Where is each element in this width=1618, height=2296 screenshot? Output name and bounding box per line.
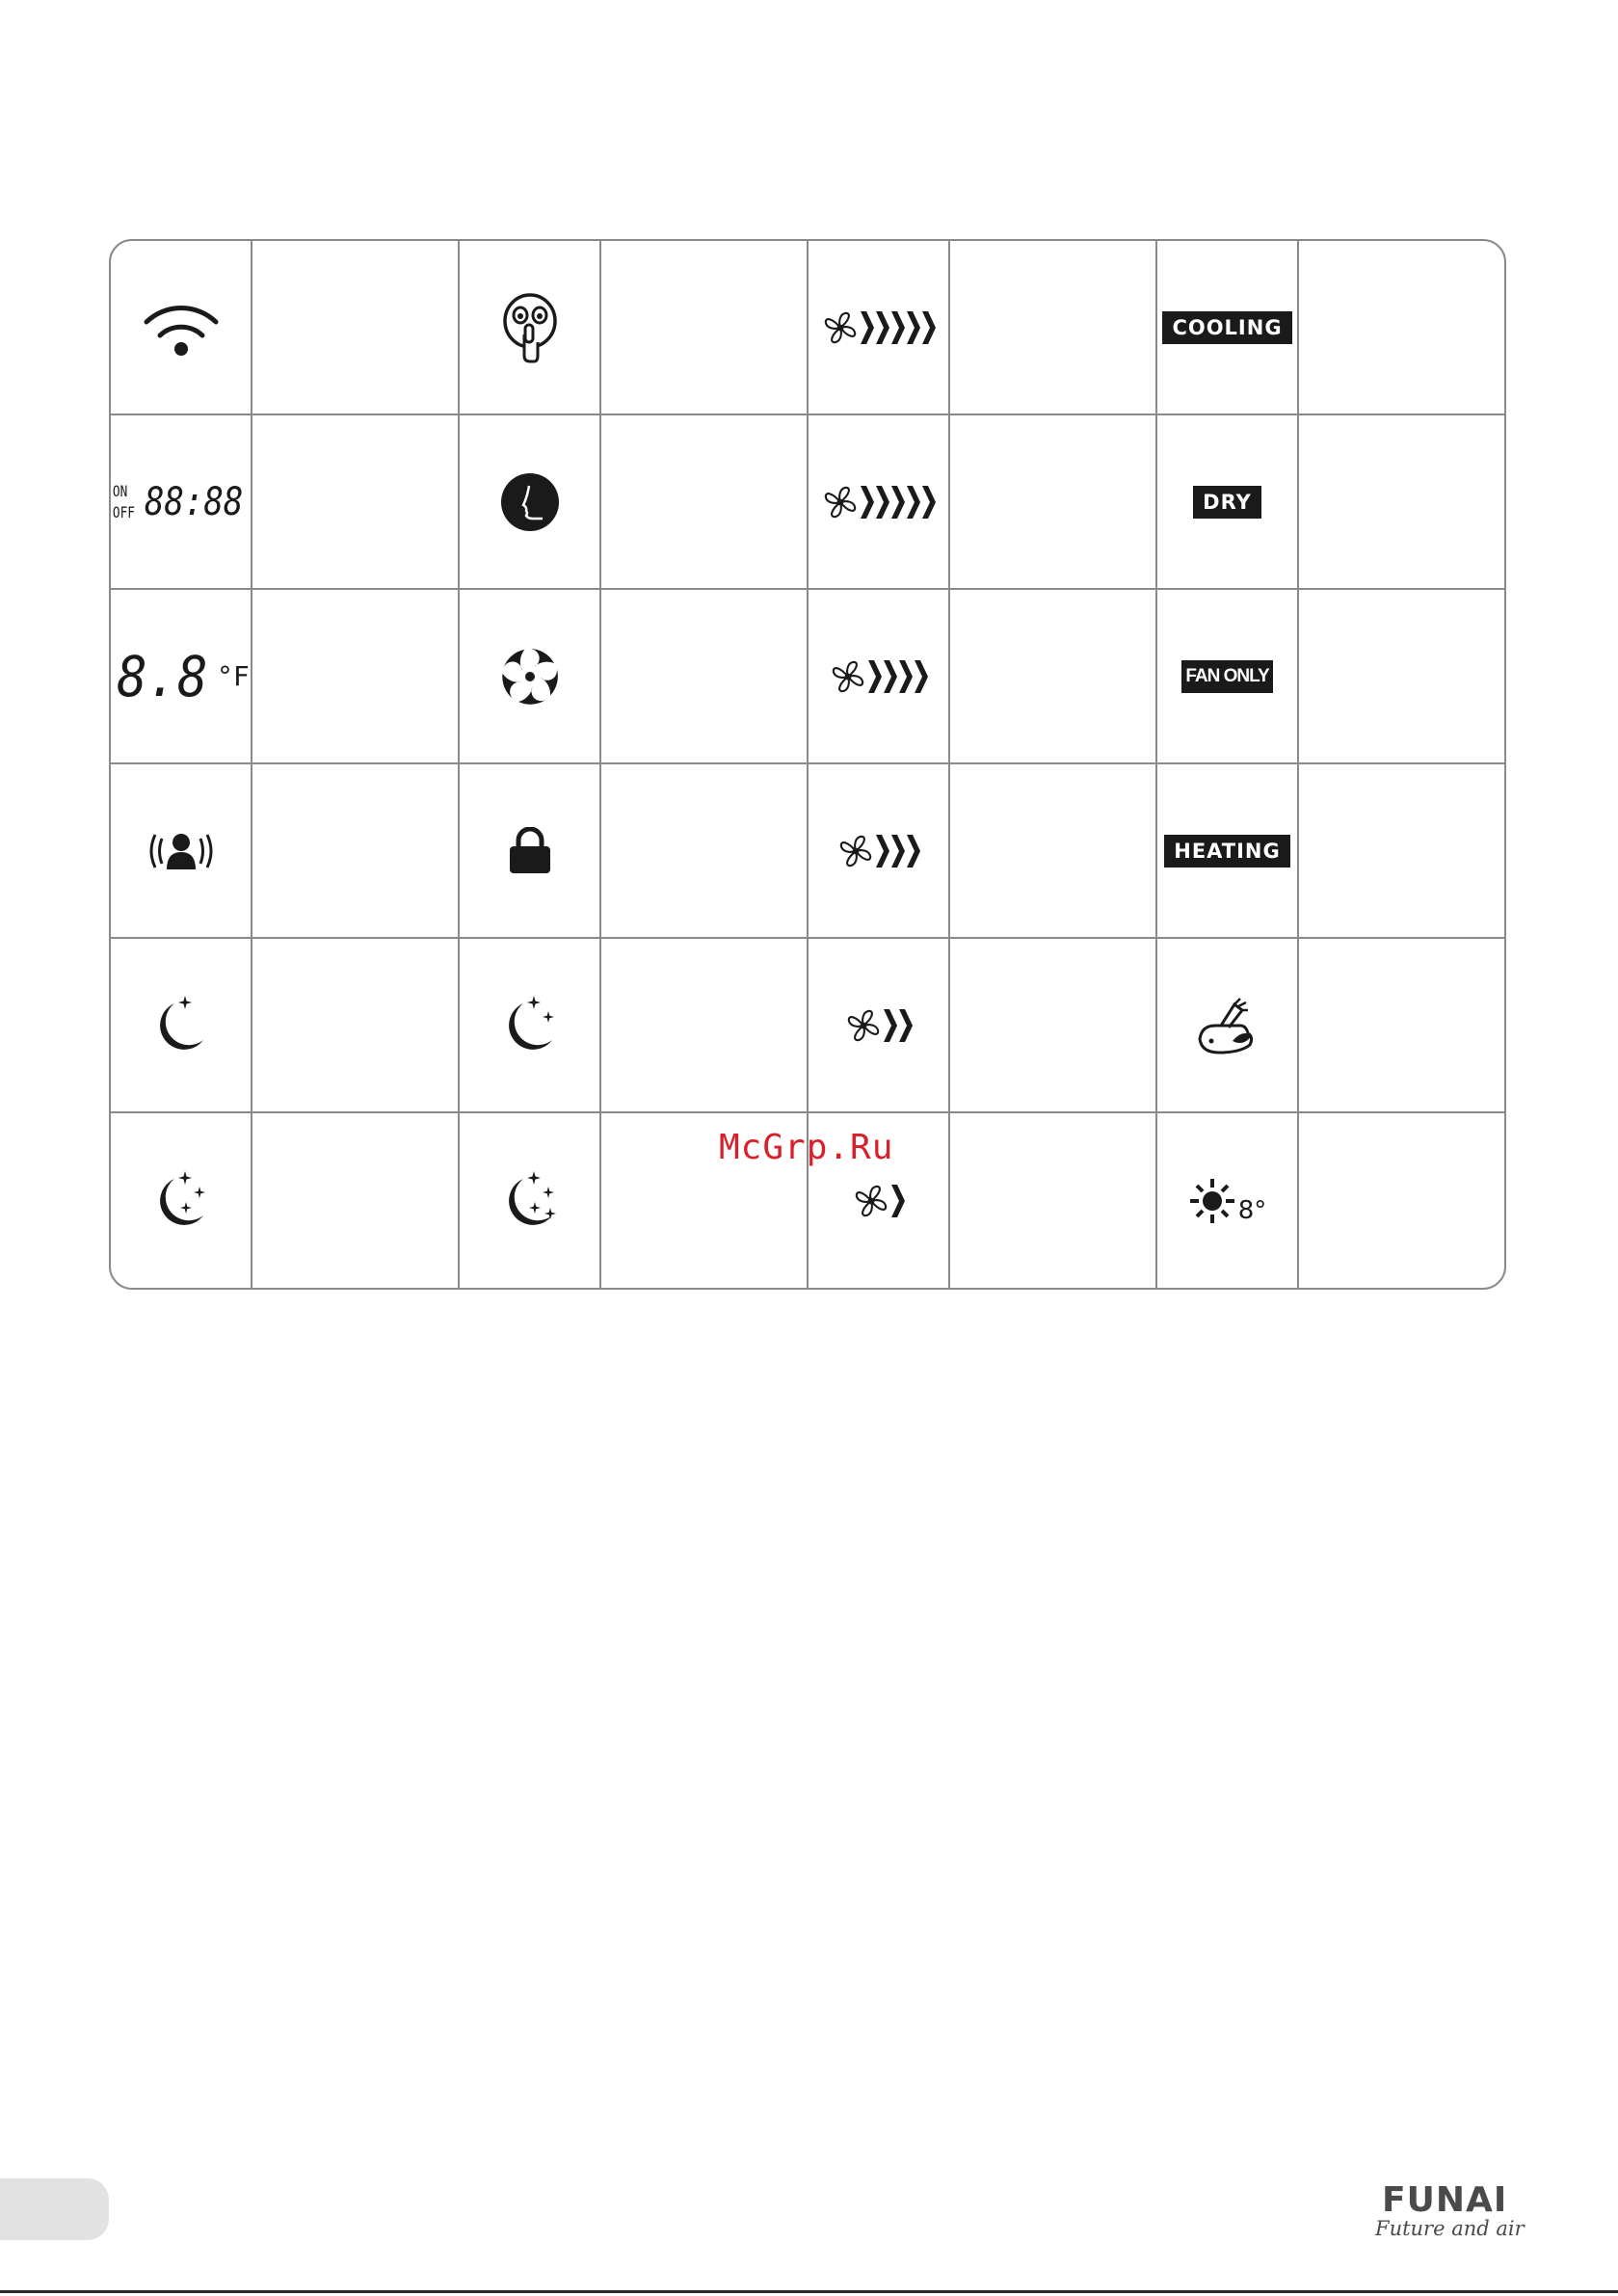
fan-speed-icon	[845, 1007, 882, 1044]
fan-speed-chevron-icon	[907, 311, 920, 344]
description-cell	[252, 764, 460, 939]
heat-8-degree-cell	[1157, 1113, 1299, 1288]
timer-on-label: ON	[112, 481, 128, 500]
timer-display-cell	[111, 415, 252, 590]
fan-speed-indicator	[837, 833, 920, 869]
brand-logo: FUNAI	[1382, 2180, 1508, 2220]
description-cell	[950, 939, 1157, 1113]
sleep-1-cell	[111, 939, 252, 1113]
description-cell	[252, 939, 460, 1113]
fan-speed-chevron-icon	[915, 660, 928, 693]
fan-speed-4-cell	[809, 590, 950, 764]
fan-speed-chevron-icon	[907, 835, 920, 868]
watermark: McGrp.Ru	[719, 1128, 894, 1167]
fan-speed-chevron-icon	[922, 486, 936, 519]
brand-tagline: Future and air	[1375, 2217, 1525, 2240]
description-cell	[1299, 590, 1506, 764]
fan-speed-3-cell	[809, 764, 950, 939]
cooling-mode-label: COOLING	[1162, 311, 1291, 344]
temperature-display-cell	[111, 590, 252, 764]
sleep-3-icon	[149, 1169, 213, 1233]
description-cell	[1299, 939, 1506, 1113]
fan-speed-chevron-icon	[899, 1009, 913, 1042]
lock-icon	[508, 827, 552, 875]
description-cell	[950, 415, 1157, 590]
fan-speed-chevron-icon	[891, 1185, 905, 1217]
description-cell	[950, 764, 1157, 939]
wireless-signal-icon	[141, 299, 222, 357]
timer-off-label: OFF	[112, 502, 135, 521]
fan-speed-chevron-icon	[861, 311, 874, 344]
face-profile-icon	[500, 472, 560, 532]
description-cell	[601, 590, 809, 764]
dry-mode-label: DRY	[1193, 486, 1261, 519]
fan-speed-indicator	[822, 484, 936, 521]
fan-speed-icon	[822, 484, 859, 521]
description-cell	[601, 764, 809, 939]
silence-cell	[460, 241, 601, 415]
description-cell	[950, 590, 1157, 764]
temperature-unit: °F	[217, 659, 250, 692]
cooling-mode-cell	[1157, 241, 1299, 415]
fan-speed-indicator	[845, 1007, 913, 1044]
fan-speed-icon	[822, 309, 859, 346]
temperature-digits: 8.8	[117, 643, 208, 709]
silence-icon	[500, 292, 560, 363]
wireless-signal-cell	[111, 241, 252, 415]
clean-icon	[1196, 997, 1260, 1055]
fan-speed-indicator	[853, 1183, 905, 1219]
fan-speed-chevron-icon	[884, 660, 897, 693]
page-number-tab	[0, 2178, 109, 2240]
heat-8-degree-value: 8°	[1237, 1195, 1267, 1225]
fan-speed-chevron-icon	[891, 486, 905, 519]
timer-display-icon	[110, 480, 252, 524]
sun-icon	[1188, 1177, 1236, 1225]
turbo-swirl-cell	[460, 590, 601, 764]
turbo-swirl-icon	[500, 647, 560, 707]
description-cell	[252, 590, 460, 764]
sleep-2-icon	[498, 994, 562, 1057]
description-cell	[1299, 1113, 1506, 1288]
description-cell	[252, 415, 460, 590]
fan-speed-5b-cell	[809, 415, 950, 590]
fan-speed-chevron-icon	[891, 311, 905, 344]
fan-speed-chevron-icon	[922, 311, 936, 344]
description-cell	[1299, 415, 1506, 590]
description-cell	[601, 241, 809, 415]
fan-only-mode-label: FAN ONLY	[1181, 660, 1272, 693]
fan-speed-icon	[830, 658, 866, 695]
fan-speed-chevron-icon	[907, 486, 920, 519]
description-cell	[950, 1113, 1157, 1288]
description-cell	[252, 1113, 460, 1288]
fan-speed-chevron-icon	[861, 486, 874, 519]
fan-speed-icon	[837, 833, 874, 869]
face-profile-cell	[460, 415, 601, 590]
sleep-4-icon	[498, 1169, 562, 1233]
fan-speed-chevron-icon	[876, 311, 889, 344]
sleep-3-cell	[111, 1113, 252, 1288]
fan-speed-chevron-icon	[899, 660, 913, 693]
fan-speed-chevron-icon	[876, 835, 889, 868]
temperature-display-icon	[112, 643, 250, 709]
fan-speed-indicator	[830, 658, 928, 695]
fan-only-mode-cell	[1157, 590, 1299, 764]
fan-speed-chevron-icon	[876, 486, 889, 519]
fan-speed-5-cell	[809, 241, 950, 415]
sleep-2-cell	[460, 939, 601, 1113]
fan-speed-chevron-icon	[891, 835, 905, 868]
fan-speed-chevron-icon	[868, 660, 882, 693]
dry-mode-cell	[1157, 415, 1299, 590]
fan-speed-indicator	[822, 309, 936, 346]
heating-mode-label: HEATING	[1164, 835, 1290, 868]
description-cell	[950, 241, 1157, 415]
timer-digits: 88:88	[144, 479, 244, 524]
fan-speed-icon	[853, 1183, 889, 1219]
lock-cell	[460, 764, 601, 939]
follow-me-cell	[111, 764, 252, 939]
sleep-1-icon	[149, 994, 213, 1057]
heat-8-degree-icon	[1188, 1177, 1267, 1225]
follow-me-icon	[147, 829, 215, 873]
description-cell	[1299, 241, 1506, 415]
description-cell	[252, 241, 460, 415]
fan-speed-chevron-icon	[884, 1009, 897, 1042]
bottom-rule	[0, 2290, 1618, 2293]
fan-speed-2-cell	[809, 939, 950, 1113]
description-cell	[601, 415, 809, 590]
heating-mode-cell	[1157, 764, 1299, 939]
description-cell	[1299, 764, 1506, 939]
clean-cell	[1157, 939, 1299, 1113]
description-cell	[601, 939, 809, 1113]
sleep-4-cell	[460, 1113, 601, 1288]
